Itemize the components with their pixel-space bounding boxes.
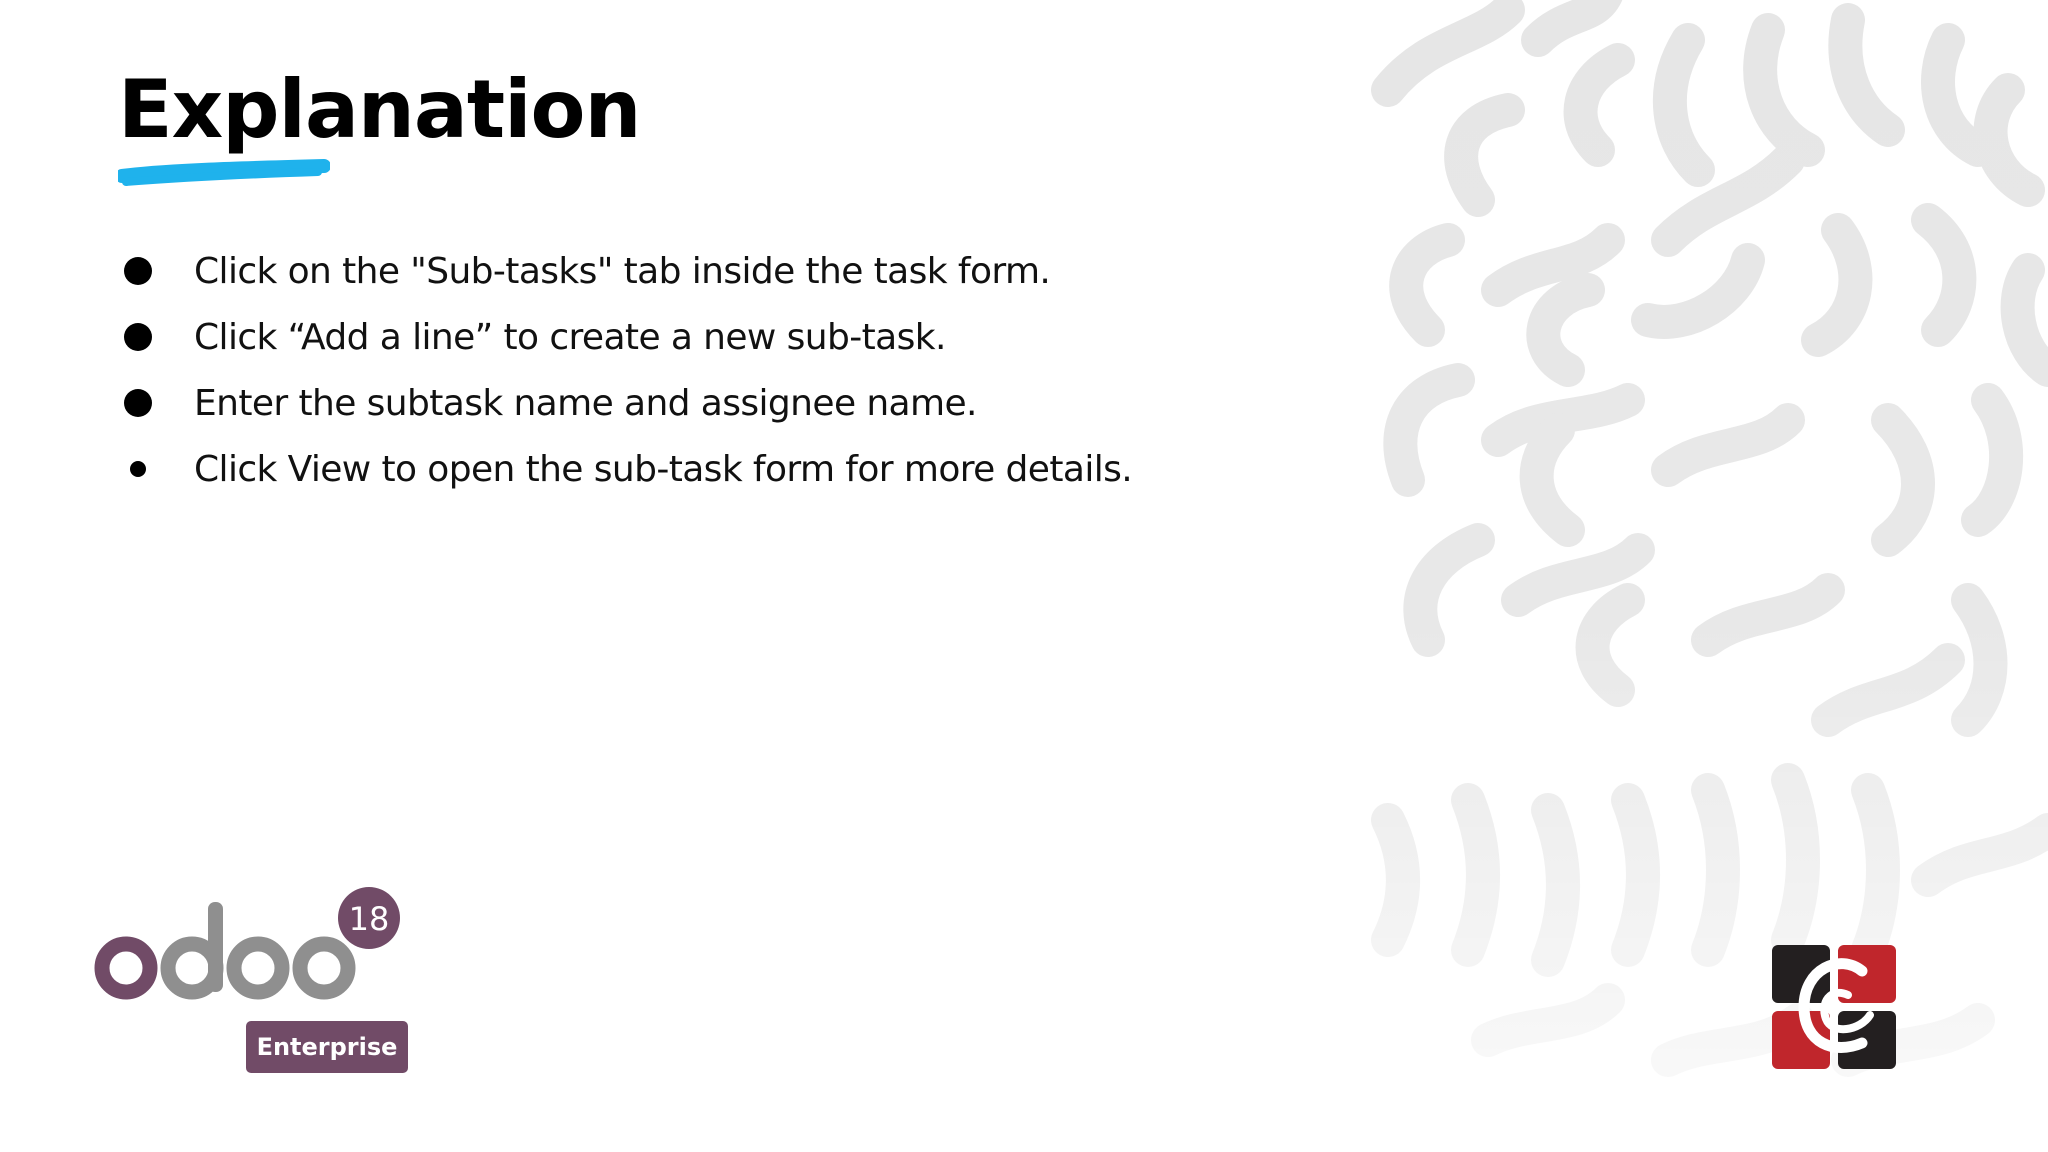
bullet-list xyxy=(118,238,1132,502)
list-item xyxy=(118,436,1132,502)
bullet-dot-icon xyxy=(130,461,146,477)
list-item xyxy=(118,370,1132,436)
bullet-text: Click on the "Sub-tasks" tab inside the task form. xyxy=(194,250,1051,292)
decorative-squiggle-pattern xyxy=(1368,0,2048,1152)
bullet-text: Click View to open the sub-task form for more details. xyxy=(194,448,1133,490)
odoo-logo xyxy=(92,880,412,1010)
brand-logo xyxy=(1770,943,1898,1071)
bullet-dot-icon xyxy=(124,257,152,285)
list-item xyxy=(118,238,1132,304)
bullet-dot-icon xyxy=(124,323,152,351)
list-item xyxy=(118,304,1132,370)
version-badge-text: 18 xyxy=(348,900,390,938)
bullet-dot-icon xyxy=(124,389,152,417)
slide-title: Explanation xyxy=(118,63,641,156)
bullet-text: Enter the subtask name and assignee name. xyxy=(194,382,977,424)
bullet-text: Click “Add a line” to create a new sub-task. xyxy=(194,316,946,358)
enterprise-badge: Enterprise xyxy=(246,1021,408,1073)
title-brush-underline xyxy=(118,154,330,190)
